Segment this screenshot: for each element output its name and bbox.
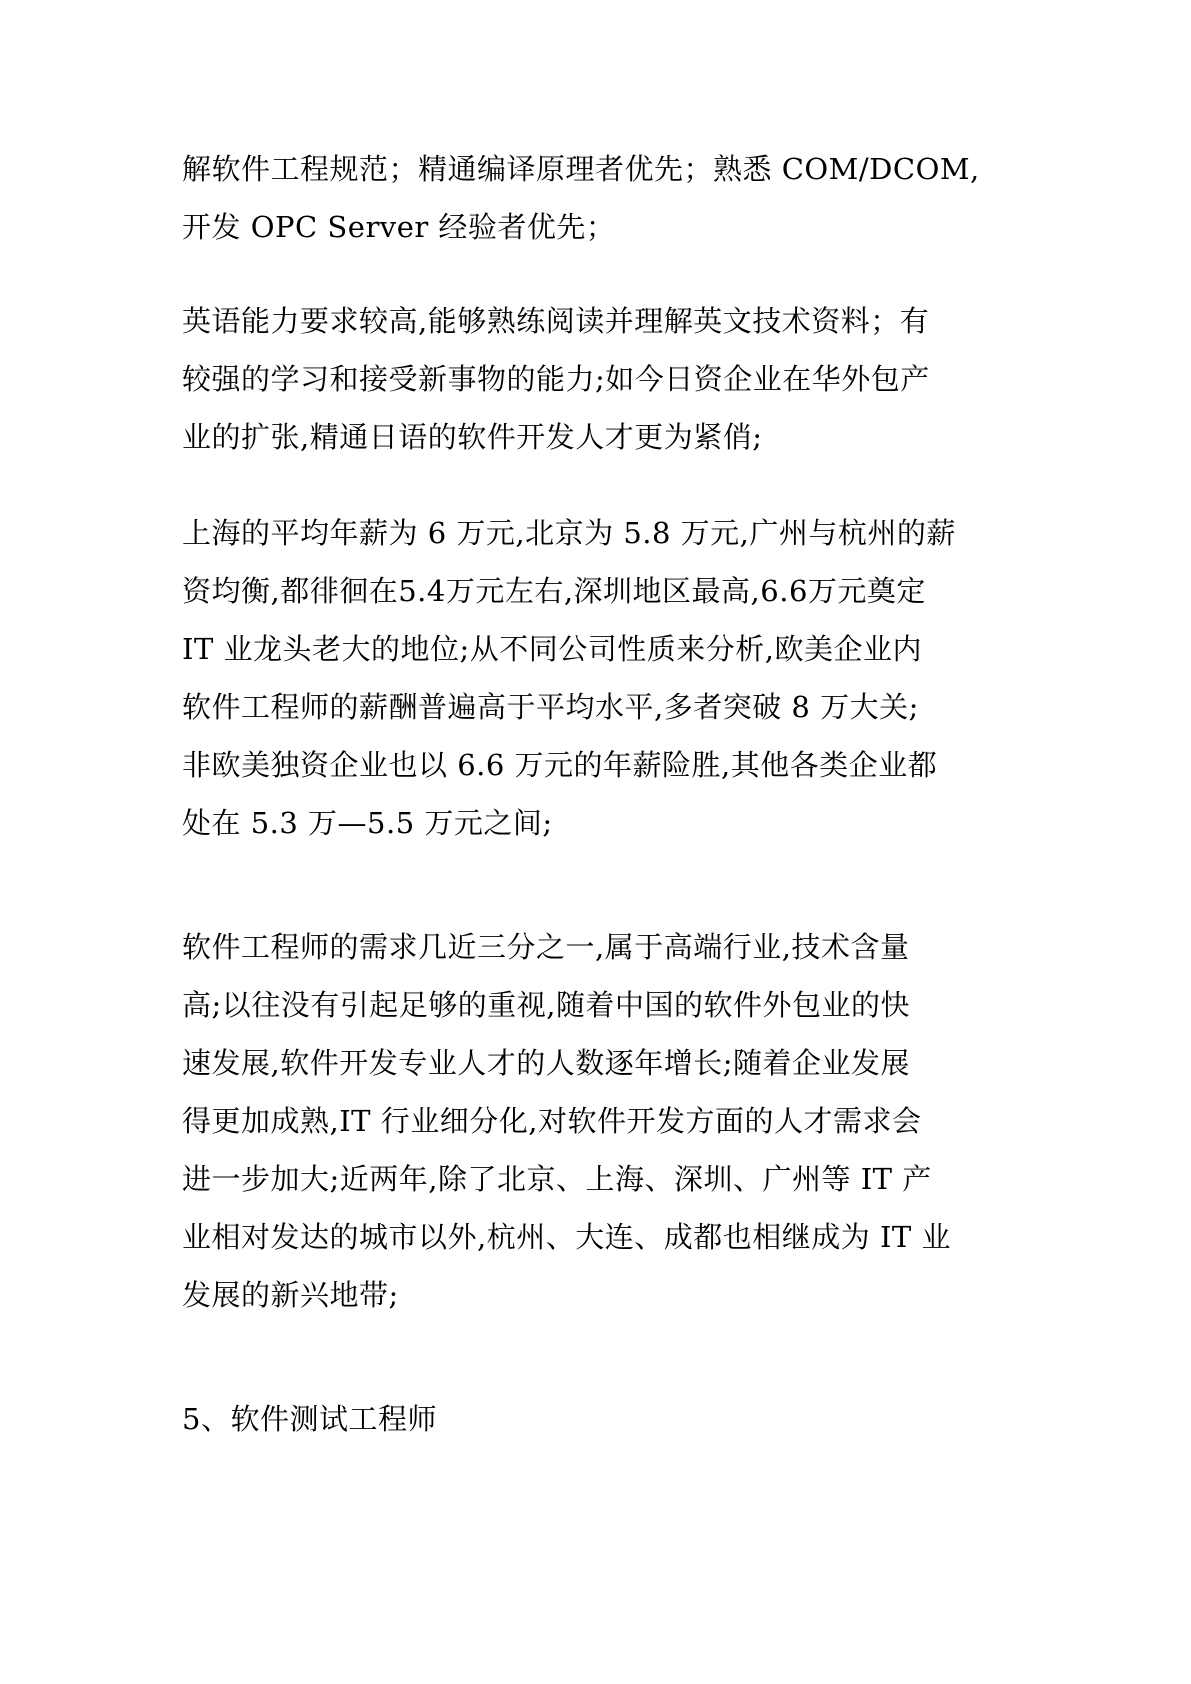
text-line: 英语能力要求较高,能够熟练阅读并理解英文技术资料；有 xyxy=(182,304,930,338)
text-line: IT 业龙头老大的地位;从不同公司性质来分析,欧美企业内 xyxy=(182,632,923,666)
heading-software-test-engineer: 5、软件测试工程师 xyxy=(182,1402,437,1436)
text-line: 得更加成熟,IT 行业细分化,对软件开发方面的人才需求会 xyxy=(182,1104,922,1138)
text-line: 软件工程师的需求几近三分之一,属于高端行业,技术含量 xyxy=(182,930,910,964)
text-line: 解软件工程规范；精通编译原理者优先；熟悉 COM/DCOM, xyxy=(182,152,980,186)
text-line: 较强的学习和接受新事物的能力;如今日资企业在华外包产 xyxy=(182,362,930,396)
paragraph-demand xyxy=(182,918,1022,1324)
text-line: 速发展,软件开发专业人才的人数逐年增长;随着企业发展 xyxy=(182,1046,910,1080)
paragraph-english-ability xyxy=(182,292,1022,466)
text-line: 业的扩张,精通日语的软件开发人才更为紧俏; xyxy=(182,420,763,454)
text-line: 资均衡,都徘徊在5.4万元左右,深圳地区最高,6.6万元奠定 xyxy=(182,574,926,608)
text-line: 进一步加大;近两年,除了北京、上海、深圳、广州等 IT 产 xyxy=(182,1162,932,1196)
text-line: 业相对发达的城市以外,杭州、大连、成都也相继成为 IT 业 xyxy=(182,1220,951,1254)
paragraph-requirements-tail xyxy=(182,140,1022,256)
text-line: 软件工程师的薪酬普遍高于平均水平,多者突破 8 万大关; xyxy=(182,690,919,724)
text-line: 开发 OPC Server 经验者优先； xyxy=(182,210,616,244)
paragraph-salary xyxy=(182,504,1022,852)
text-line: 上海的平均年薪为 6 万元,北京为 5.8 万元,广州与杭州的薪 xyxy=(182,516,956,550)
section-heading xyxy=(182,1390,1022,1448)
text-line: 处在 5.3 万—5.5 万元之间; xyxy=(182,806,553,840)
text-line: 非欧美独资企业也以 6.6 万元的年薪险胜,其他各类企业都 xyxy=(182,748,938,782)
text-line: 高;以往没有引起足够的重视,随着中国的软件外包业的快 xyxy=(182,988,910,1022)
text-line: 发展的新兴地带; xyxy=(182,1278,399,1312)
